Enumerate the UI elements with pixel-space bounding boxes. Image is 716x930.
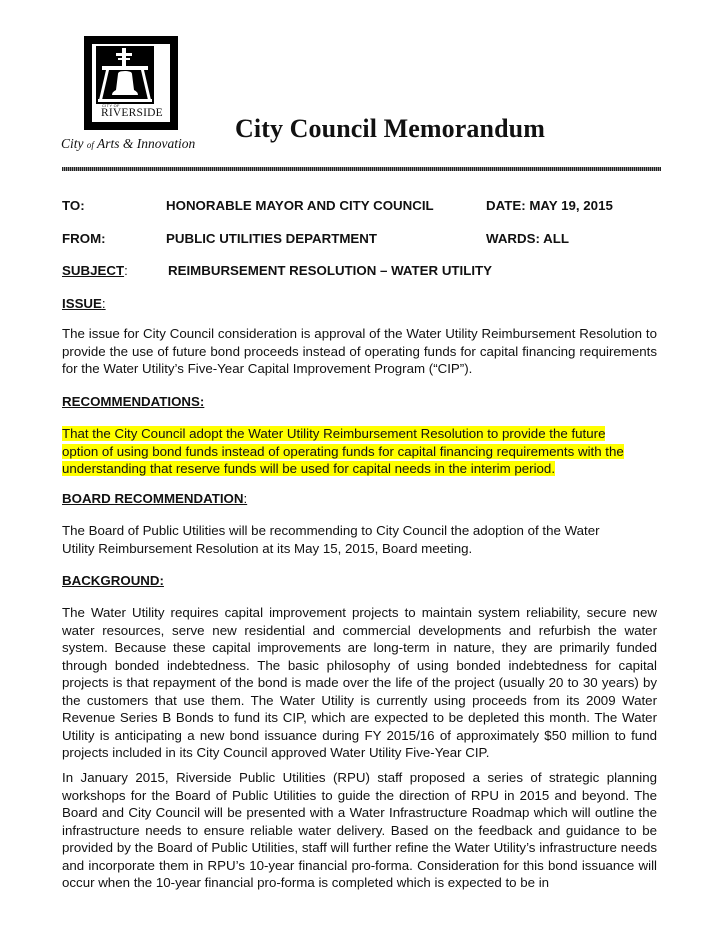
tagline-of: of [86,140,94,150]
logo-tagline [61,136,195,152]
recommendations-text [62,425,662,478]
mission-bell-icon [96,46,154,104]
to-value: HONORABLE MAYOR AND CITY COUNCIL [166,198,434,213]
logo-frame [92,44,170,122]
tagline-city: City [61,136,87,151]
issue-heading [62,296,106,311]
highlighted-line: understanding that reserve funds will be used for capital needs in the interim period. [62,461,556,476]
subject-label [62,263,128,278]
header-divider [62,167,661,171]
city-of-riverside-logo [84,36,178,130]
issue-text: The issue for City Council consideration is approval of the Water Utility Reimbursement Resolution to provide the use of future bond proceeds instead of operating funds for capital financing requirements for the Water Utility’s Five-Year Capital Improvement Program (“CIP”). [62,326,657,376]
subject-value: REIMBURSEMENT RESOLUTION – WATER UTILITY [168,263,493,278]
subject-label-text: SUBJECT [62,263,125,278]
board-line: Utility Reimbursement Resolution at its May 15, 2015, Board meeting. [62,540,473,556]
highlighted-line: option of using bond funds instead of operating funds for capital financing requirements with the [62,443,624,459]
board-heading-text: BOARD RECOMMENDATION [62,491,244,506]
tagline-arts: Arts & Innovation [93,136,196,151]
wards-label: WARDS: ALL [486,231,569,246]
page-title: City Council Memorandum [235,114,545,143]
background-paragraph-2: In January 2015, Riverside Public Utilities (RPU) staff proposed a series of strategic planning workshops for the Board of Public Utilities to guide the direction of RPU in 2015 and beyond. The Board and City Council will be presented with a Water Infrastructure Roadmap which will outline the infrastructure needs to ensure reliable water delivery. Based on the feedback and guidance to be provided by the Board of Public Utilities, staff will further refine the Water Utility’s infrastructure needs and incorporate them in RPU’s 10-year financial pro-forma. Consideration for this bond issuance will occur when the 10-year financial pro-forma is completed which is expected to be in [62,770,657,890]
logo-city-of: CITY OF [102,103,120,108]
background-paragraph-1: The Water Utility requires capital improvement projects to maintain system reliability, secure new water resources, serve new residential and commercial developments and refurbish the water system. Because these capital improvements are long-term in nature, they are primarily funded through bonded indebtedness. The basic philosophy of using bonded indebtedness for capital projects is that repayment of the bond is made over the life of the project (usually 20 to 30 years) by the customers that use them. The Water Utility is currently using proceeds from its 2009 Water Revenue Series B Bonds to fund its CIP, which are expected to be depleted this month. The Water Utility is anticipating a new bond issuance during FY 2015/16 of approximately $50 million to fund projects included in its City Council approved Water Utility Five-Year CIP. [62,605,657,760]
issue-heading-text: ISSUE [62,296,102,311]
subject-colon: : [124,263,128,278]
logo-riverside: RIVERSIDE [101,107,163,119]
to-label: TO: [62,198,85,213]
board-recommendation-text [62,522,657,557]
from-value: PUBLIC UTILITIES DEPARTMENT [166,231,378,246]
from-label: FROM: [62,231,106,246]
highlighted-line: That the City Council adopt the Water Utility Reimbursement Resolution to provide the future [62,426,606,441]
board-line: The Board of Public Utilities will be recommending to City Council the adoption of the Water [62,523,600,538]
background-heading: BACKGROUND: [62,573,164,588]
date-label: DATE: MAY 19, 2015 [486,198,613,213]
board-recommendation-heading [62,491,247,506]
recommendations-heading: RECOMMENDATIONS: [62,394,205,409]
issue-colon: : [101,296,106,311]
board-colon: : [243,491,248,506]
